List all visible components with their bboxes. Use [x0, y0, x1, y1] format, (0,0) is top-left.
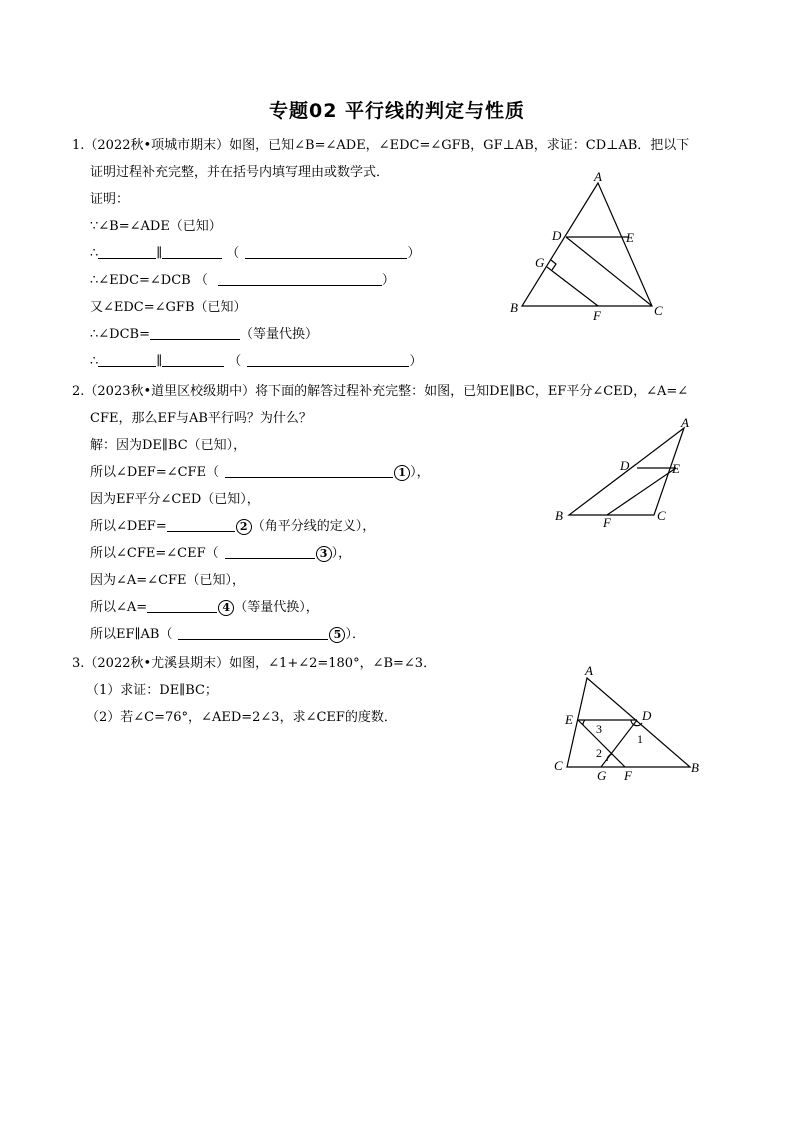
- q2-step-7: 所以∠A= 4 （等量代换），: [90, 600, 319, 615]
- q2-blank-4[interactable]: [147, 599, 217, 613]
- q2-label-B: B: [555, 508, 563, 523]
- q1-step-1: ∵∠B=∠ADE（已知）: [90, 219, 222, 234]
- q2-triangle-figure: [550, 412, 700, 532]
- q3-label-A: A: [585, 663, 593, 678]
- q3-angle-2: 2: [596, 746, 602, 760]
- q1-blank-2a[interactable]: [98, 245, 156, 259]
- circled-number-1: 1: [394, 465, 410, 481]
- q1-step-4: 又∠EDC=∠GFB（已知）: [90, 300, 247, 315]
- q1-blank-5[interactable]: [150, 326, 240, 340]
- q2-step-6: 因为∠A=∠CFE（已知），: [90, 573, 246, 588]
- q1-step-6: ∴ ∥ （ ）: [90, 354, 423, 369]
- q1-label-D: D: [552, 228, 562, 243]
- q1-stem-line2: 证明过程补充完整，并在括号内填写理由或数学式．: [90, 165, 390, 180]
- q2-label-E: E: [672, 461, 680, 476]
- q1-step-5: ∴∠DCB= （等量代换）: [90, 327, 318, 342]
- q2-step-3: 因为EF平分∠CED（已知），: [90, 492, 260, 507]
- q3-label-D: D: [642, 708, 652, 723]
- circled-number-5: 5: [329, 627, 345, 643]
- q1-triangle-figure: [500, 165, 680, 325]
- q2-label-F: F: [603, 515, 611, 530]
- q3-label-E: E: [565, 712, 573, 727]
- q2-blank-5[interactable]: [178, 626, 328, 640]
- q2-blank-3[interactable]: [225, 545, 315, 559]
- q2-step-4: 所以∠DEF= 2 （角平分线的定义），: [90, 519, 376, 534]
- q2-blank-1[interactable]: [225, 464, 393, 478]
- q3-label-C: C: [554, 758, 563, 773]
- q2-step-1: 解：因为DE∥BC（已知），: [90, 438, 247, 453]
- q2-label-C: C: [657, 508, 666, 523]
- q2-label-D: D: [620, 458, 630, 473]
- circled-number-4: 4: [218, 600, 234, 616]
- q3-label-G: G: [597, 768, 607, 783]
- page-title: 专题02 平行线的判定与性质: [268, 100, 526, 122]
- q1-blank-6a[interactable]: [98, 353, 156, 367]
- q1-blank-3[interactable]: [218, 272, 382, 286]
- q2-label-A: A: [681, 415, 689, 430]
- q1-blank-6c[interactable]: [247, 353, 409, 367]
- q1-label-F: F: [593, 308, 601, 323]
- q2-stem-line1: 2.（2023秋•道里区校级期中）将下面的解答过程补充完整：如图，已知DE∥BC，EF平分∠CED，∠A=∠: [72, 384, 689, 399]
- q1-label-G: G: [535, 255, 545, 270]
- q1-blank-2b[interactable]: [162, 245, 222, 259]
- q2-blank-2[interactable]: [167, 518, 235, 532]
- q3-angle-1: 1: [637, 732, 643, 746]
- circled-number-2: 2: [236, 519, 252, 535]
- q1-stem-line1: 1.（2022秋•项城市期末）如图，已知∠B=∠ADE，∠EDC=∠GFB，GF⊥AB，求证：CD⊥AB．把以下: [72, 138, 690, 153]
- q3-label-B: B: [691, 760, 699, 775]
- q3-label-F: F: [624, 768, 632, 783]
- q1-label-E: E: [626, 230, 634, 245]
- q2-step-8: 所以EF∥AB（ 5 ）．: [90, 627, 365, 642]
- q1-step-2: ∴ ∥ （ ）: [90, 246, 421, 261]
- q1-blank-2c[interactable]: [245, 245, 407, 259]
- q3-part-1: （1）求证：DE∥BC；: [86, 683, 218, 698]
- q3-angle-3: 3: [596, 722, 602, 736]
- q3-triangle-figure: [545, 660, 715, 785]
- q3-stem: 3.（2022秋•尤溪县期末）如图，∠1+∠2=180°，∠B=∠3．: [72, 656, 437, 671]
- q1-label-C: C: [654, 303, 663, 318]
- q1-proof-label: 证明：: [90, 192, 130, 207]
- q3-part-2: （2）若∠C=76°，∠AED=2∠3，求∠CEF的度数．: [86, 710, 397, 725]
- circled-number-3: 3: [316, 546, 332, 562]
- q1-step-3: ∴∠EDC=∠DCB （ ）: [90, 273, 395, 288]
- q1-blank-6b[interactable]: [162, 353, 224, 367]
- q2-stem-line2: CFE，那么EF与AB平行吗？为什么？: [90, 411, 312, 426]
- q1-label-A: A: [594, 169, 602, 184]
- q2-step-5: 所以∠CFE=∠CEF（ 3 ），: [90, 546, 352, 561]
- q1-label-B: B: [510, 300, 518, 315]
- q2-step-2: 所以∠DEF=∠CFE（ 1 ），: [90, 465, 430, 480]
